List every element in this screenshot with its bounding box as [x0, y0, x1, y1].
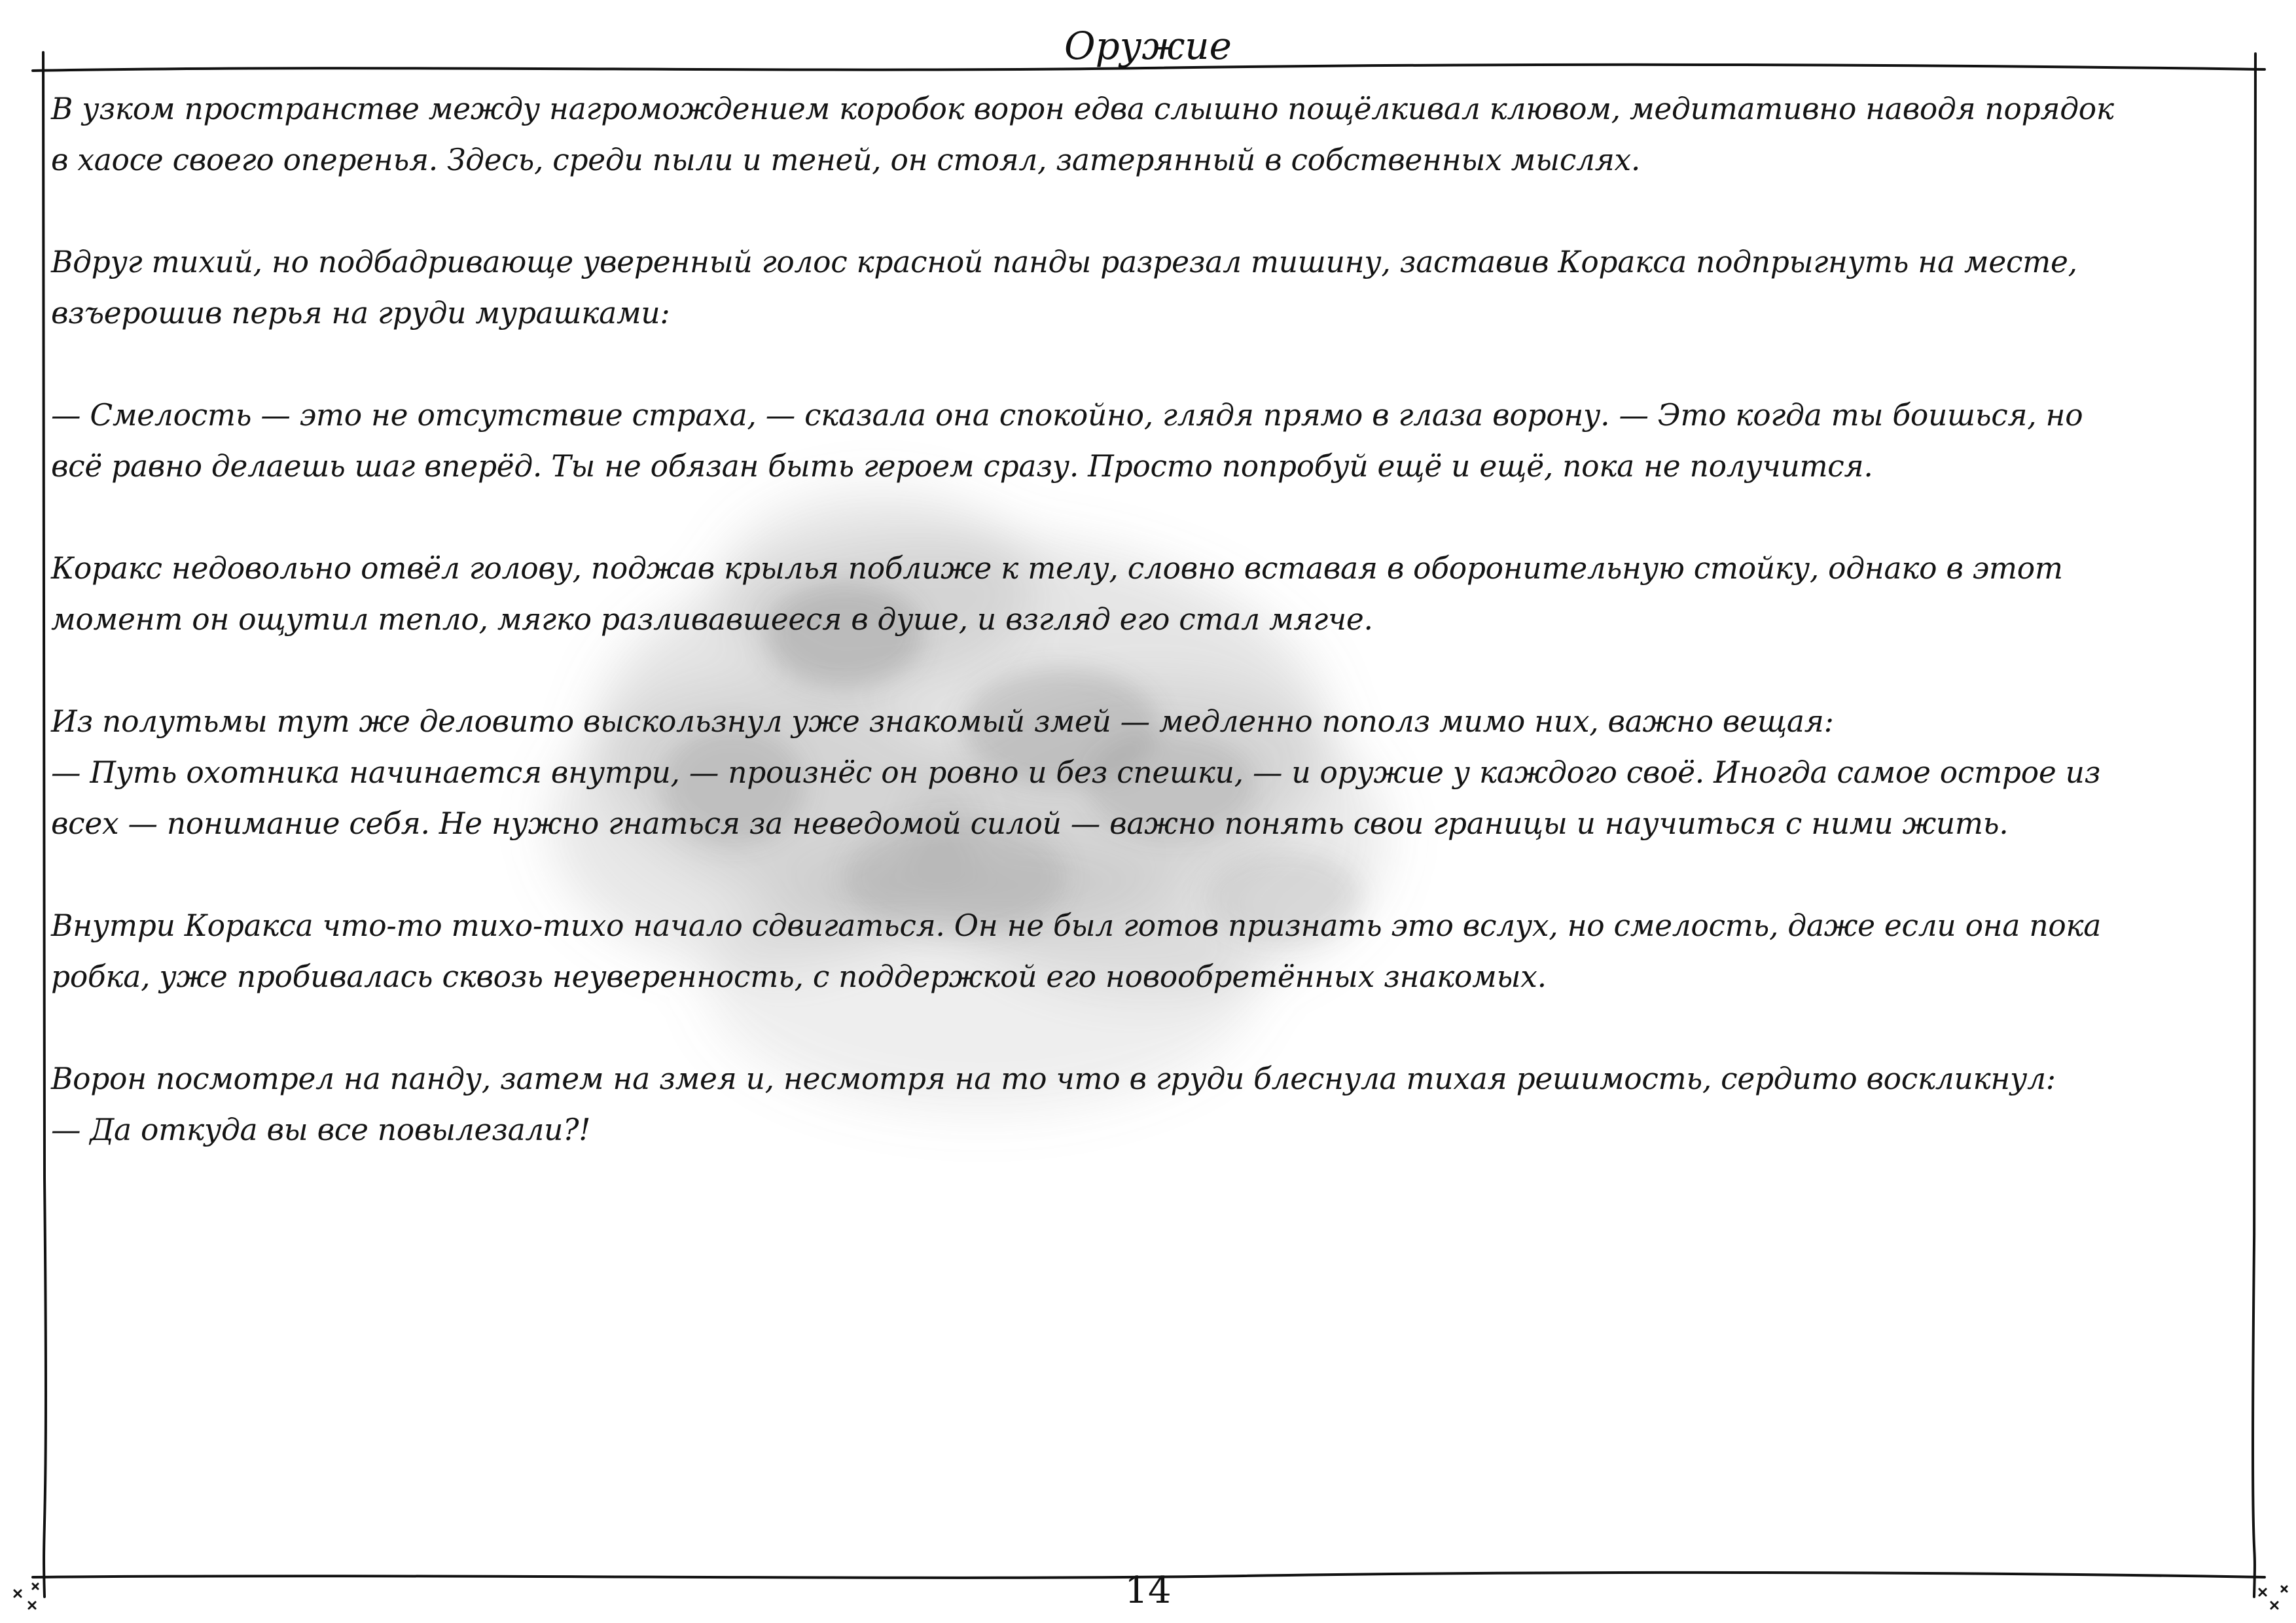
- paragraph-2-line-1: Вдруг тихий, но подбадривающе уверенный голос красной панды разрезал тишину, заставив Коракса подпрыгнуть на месте,: [51, 245, 2077, 279]
- page-number: 14: [1124, 1569, 1172, 1612]
- paragraph-gap: [51, 339, 2250, 390]
- paragraph-7-line-2: — Да откуда вы все повылезали?!: [51, 1113, 591, 1147]
- paragraph-gap: [51, 492, 2250, 543]
- paragraph-gap: [51, 1003, 2250, 1054]
- paragraph-3-line-2: всё равно делаешь шаг вперёд. Ты не обязан быть героем сразу. Просто попробуй ещё и ещё, пока не получится.: [51, 449, 1873, 484]
- paragraph-6-line-2: робка, уже пробивалась сквозь неуверенность, с поддержкой его новообретённых знакомых.: [51, 959, 1547, 994]
- page-title: Оружие: [1064, 24, 1232, 68]
- paragraph-2-line-2: взъерошив перья на груди мурашками:: [51, 296, 670, 330]
- paragraph-1-line-1: В узком пространстве между нагромождением коробок ворон едва слышно пощёлкивал клювом, медитативно наводя порядок: [51, 92, 2114, 126]
- page-body: [51, 84, 2250, 1156]
- paragraph-7-line-1: Ворон посмотрел на панду, затем на змея и, несмотря на то что в груди блеснула тихая решимость, сердито воскликнул:: [51, 1061, 2056, 1096]
- paragraph-6-line-1: Внутри Коракса что-то тихо-тихо начало сдвигаться. Он не был готов признать это вслух, но смелость, даже если она пока: [51, 908, 2102, 943]
- paragraph-1-line-2: в хаосе своего оперенья. Здесь, среди пыли и теней, он стоял, затерянный в собственных мыслях.: [51, 143, 1641, 177]
- paragraph-4-line-1: Коракс недовольно отвёл голову, поджав крылья поближе к телу, словно вставая в оборонительную стойку, однако в этот: [51, 551, 2063, 586]
- paragraph-5-line-2: — Путь охотника начинается внутри, — произнёс он ровно и без спешки, — и оружие у каждого своё. Иногда самое острое из: [51, 755, 2101, 790]
- paragraph-5-line-3: всех — понимание себя. Не нужно гнаться за неведомой силой — важно понять свои границы и научиться с ними жить.: [51, 806, 2009, 841]
- paragraph-4-line-2: момент он ощутил тепло, мягко разливавшееся в душе, и взгляд его стал мягче.: [51, 602, 1373, 637]
- paragraph-3-line-1: — Смелость — это не отсутствие страха, — сказала она спокойно, глядя прямо в глаза ворону. — Это когда ты боишься, но: [51, 398, 2083, 433]
- paragraph-gap: [51, 645, 2250, 696]
- paragraph-gap: [51, 849, 2250, 901]
- paragraph-5-line-1: Из полутьмы тут же деловито выскользнул уже знакомый змей — медленно пополз мимо них, важно вещая:: [51, 704, 1834, 739]
- paragraph-gap: [51, 186, 2250, 237]
